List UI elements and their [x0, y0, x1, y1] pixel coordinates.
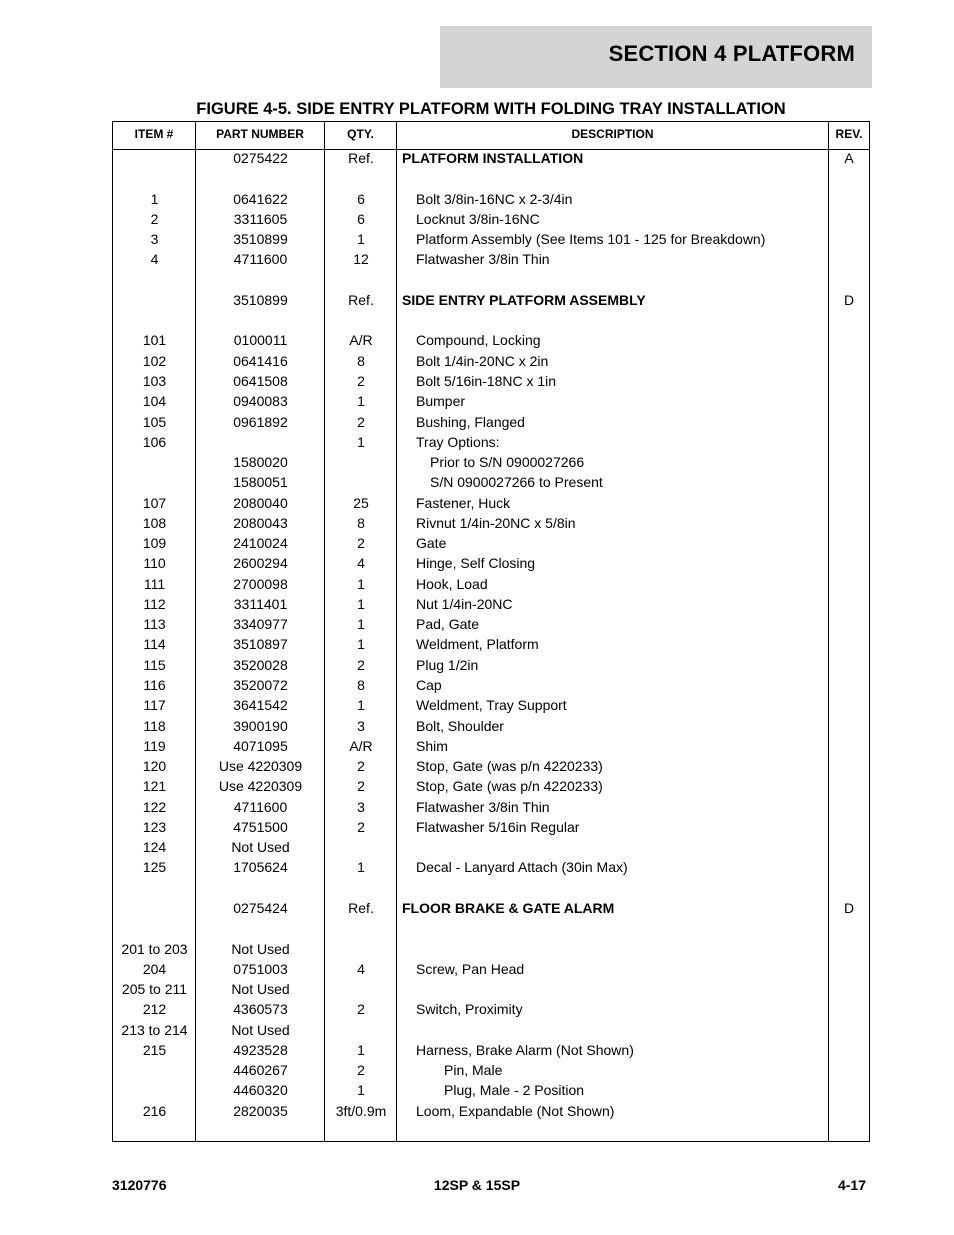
table-row — [113, 1040, 869, 1060]
description-cell: Cap — [416, 677, 442, 694]
part-number-cell: 2820035 — [233, 1102, 288, 1119]
part-number-cell: 4711600 — [233, 798, 288, 815]
item-cell: 110 — [143, 555, 166, 572]
description-cell: Platform Assembly (See Items 101 - 125 for Breakdown) — [416, 231, 766, 248]
table-row — [113, 695, 869, 715]
description-cell: Flatwasher 5/16in Regular — [416, 818, 580, 835]
table-row — [113, 168, 869, 188]
part-number-cell: 3520072 — [233, 677, 288, 694]
description-cell: PLATFORM INSTALLATION — [402, 150, 584, 166]
description-cell: Tray Options: — [416, 433, 500, 450]
qty-cell: 6 — [357, 210, 365, 227]
table-row — [113, 594, 869, 614]
table-row — [113, 391, 869, 411]
item-cell: 215 — [142, 1041, 167, 1058]
qty-cell: 1 — [357, 393, 365, 410]
part-number-cell: Not Used — [231, 940, 290, 957]
description-cell: Flatwasher 3/8in Thin — [416, 251, 550, 268]
part-number-cell: 4711600 — [233, 251, 288, 268]
footer-document-number: 3120776 — [112, 1177, 167, 1193]
qty-cell: 1 — [357, 575, 365, 592]
item-cell: 204 — [142, 960, 167, 977]
qty-cell: 8 — [357, 514, 365, 531]
part-number-cell: 3311605 — [233, 210, 288, 227]
description-cell: Bolt 3/8in-16NC x 2-3/4in — [416, 190, 573, 207]
qty-cell: 2 — [357, 535, 365, 552]
table-row — [113, 412, 869, 432]
description-cell: Bolt 5/16in-18NC x 1in — [416, 372, 557, 389]
header-qty: QTY. — [347, 127, 374, 141]
part-number-cell: Not Used — [231, 839, 290, 856]
item-cell: 124 — [142, 839, 167, 856]
description-cell: Stop, Gate (was p/n 4220233) — [416, 778, 603, 795]
section-header-box — [440, 26, 872, 88]
table-row — [113, 1060, 869, 1080]
qty-cell: 2 — [357, 413, 365, 430]
qty-cell: 1 — [357, 859, 365, 876]
qty-cell: 2 — [357, 818, 365, 835]
part-number-cell: 0275422 — [233, 150, 288, 166]
table-row — [113, 472, 869, 492]
description-cell: Locknut 3/8in-16NC — [416, 210, 540, 227]
parts-table — [112, 121, 870, 1142]
table-row — [113, 1020, 869, 1040]
item-cell: 103 — [142, 372, 167, 389]
qty-cell: 2 — [357, 656, 365, 673]
header-part-number: PART NUMBER — [216, 127, 304, 141]
table-row — [113, 209, 869, 229]
qty-cell: 2 — [357, 1062, 365, 1079]
part-number-cell: 2080043 — [233, 514, 288, 531]
qty-cell: 1 — [357, 616, 365, 633]
table-row — [113, 797, 869, 817]
qty-cell: 4 — [357, 960, 365, 977]
description-cell: Screw, Pan Head — [416, 960, 525, 977]
header-description: DESCRIPTION — [571, 127, 654, 141]
part-number-cell: 3340977 — [233, 616, 288, 633]
description-cell: Switch, Proximity — [416, 1001, 523, 1018]
item-cell: 105 — [142, 413, 167, 430]
item-cell: 122 — [142, 798, 167, 815]
table-row — [113, 249, 869, 269]
qty-cell: 1 — [357, 697, 365, 714]
qty-cell: 4 — [357, 555, 365, 572]
table-row — [113, 229, 869, 249]
description-cell: Compound, Locking — [416, 332, 541, 349]
qty-cell: 1 — [357, 433, 365, 450]
item-cell: 101 — [142, 332, 167, 349]
table-row — [113, 716, 869, 736]
item-cell: 212 — [142, 1001, 167, 1018]
item-cell: 125 — [142, 859, 167, 876]
qty-cell: 2 — [357, 1001, 365, 1018]
qty-cell: 12 — [353, 251, 369, 268]
qty-cell: 8 — [357, 352, 365, 369]
item-cell: 4 — [150, 251, 159, 268]
qty-cell: 6 — [357, 190, 365, 207]
description-cell: Gate — [416, 535, 447, 552]
description-cell: Flatwasher 3/8in Thin — [416, 798, 550, 815]
part-number-cell: 2600294 — [233, 555, 288, 572]
description-cell: Shim — [416, 737, 448, 754]
qty-cell: 2 — [357, 758, 365, 775]
item-cell: 117 — [143, 697, 166, 714]
table-row — [113, 959, 869, 979]
item-cell: 1 — [150, 190, 159, 207]
description-cell: FLOOR BRAKE & GATE ALARM — [402, 899, 615, 916]
table-row — [113, 189, 869, 209]
part-number-cell: 4460320 — [233, 1082, 288, 1099]
description-cell: Weldment, Tray Support — [416, 697, 567, 714]
item-cell: 113 — [143, 616, 166, 633]
table-row — [113, 837, 869, 857]
part-number-cell: Use 4220309 — [218, 758, 303, 775]
part-number-cell: 0641416 — [233, 352, 288, 369]
footer-page-number: 4-17 — [837, 1177, 866, 1193]
qty-cell: 25 — [353, 494, 369, 511]
table-header — [113, 122, 869, 150]
qty-cell: Ref. — [348, 899, 374, 916]
part-number-cell: 4460267 — [233, 1062, 288, 1079]
table-row — [113, 493, 869, 513]
figure-title: FIGURE 4-5. SIDE ENTRY PLATFORM WITH FOLDING TRAY INSTALLATION — [196, 100, 786, 118]
part-number-cell: 2410024 — [233, 535, 288, 552]
table-row — [113, 270, 869, 290]
description-cell: SIDE ENTRY PLATFORM ASSEMBLY — [402, 291, 646, 308]
qty-cell: 2 — [357, 372, 365, 389]
qty-cell: 8 — [357, 677, 365, 694]
table-row — [113, 857, 869, 877]
description-cell: Bumper — [416, 393, 466, 410]
item-cell: 121 — [142, 778, 167, 795]
item-cell: 118 — [143, 717, 166, 734]
description-cell: Stop, Gate (was p/n 4220233) — [416, 758, 603, 775]
table-row — [113, 736, 869, 756]
footer-model: 12SP & 15SP — [433, 1177, 521, 1193]
part-number-cell: 2080040 — [233, 494, 288, 511]
part-number-cell: 3510897 — [233, 636, 288, 653]
rev-cell: D — [843, 291, 855, 308]
part-number-cell: 3510899 — [233, 231, 288, 248]
part-number-cell: 0641622 — [233, 190, 288, 207]
description-cell: Pad, Gate — [416, 616, 480, 633]
qty-cell: 1 — [357, 636, 365, 653]
table-row — [113, 898, 869, 918]
table-row — [113, 655, 869, 675]
table-row — [113, 513, 869, 533]
qty-cell: 3ft/0.9m — [335, 1102, 387, 1119]
header-item: ITEM # — [134, 127, 174, 141]
table-row — [113, 756, 869, 776]
qty-cell: 1 — [357, 231, 365, 248]
part-number-cell: 3311401 — [233, 595, 288, 612]
part-number-cell: Not Used — [231, 1021, 290, 1038]
item-cell: 201 to 203 — [121, 940, 188, 957]
part-number-cell: 4071095 — [233, 737, 288, 754]
description-cell: Prior to S/N 0900027266 — [430, 454, 585, 471]
part-number-cell: 1705624 — [233, 859, 288, 876]
table-row — [113, 574, 869, 594]
description-cell: Hinge, Self Closing — [416, 555, 536, 572]
table-row — [113, 939, 869, 959]
table-row — [113, 533, 869, 553]
part-number-cell: 0940083 — [233, 393, 288, 410]
table-row — [113, 330, 869, 350]
part-number-cell: Use 4220309 — [218, 778, 303, 795]
part-number-cell: 0275424 — [233, 899, 288, 916]
item-cell: 115 — [143, 656, 166, 673]
header-rev: REV. — [835, 127, 863, 141]
part-number-cell: 3510899 — [233, 291, 288, 308]
item-cell: 213 to 214 — [121, 1021, 188, 1038]
table-row — [113, 452, 869, 472]
qty-cell: 1 — [357, 1082, 365, 1099]
rev-cell: D — [843, 899, 855, 916]
part-number-cell: 4751500 — [233, 818, 288, 835]
description-cell: Plug, Male - 2 Position — [444, 1082, 585, 1099]
part-number-cell: 3900190 — [233, 717, 288, 734]
table-row — [113, 432, 869, 452]
part-number-cell: Not Used — [231, 981, 290, 998]
description-cell: Loom, Expandable (Not Shown) — [416, 1102, 615, 1119]
qty-cell: 1 — [357, 595, 365, 612]
description-cell: Bolt 1/4in-20NC x 2in — [416, 352, 549, 369]
item-cell: 112 — [143, 595, 166, 612]
qty-cell: A/R — [349, 737, 373, 754]
qty-cell: Ref. — [348, 150, 374, 166]
item-cell: 3 — [150, 231, 159, 248]
part-number-cell: 1580051 — [233, 474, 288, 491]
table-row — [113, 553, 869, 573]
item-cell: 107 — [142, 494, 167, 511]
item-cell: 2 — [150, 210, 159, 227]
description-cell: Rivnut 1/4in-20NC x 5/8in — [416, 514, 576, 531]
qty-cell: 2 — [357, 778, 365, 795]
table-row — [113, 918, 869, 938]
qty-cell: 3 — [357, 717, 365, 734]
item-cell: 205 to 211 — [121, 981, 188, 998]
table-row — [113, 776, 869, 796]
table-row — [113, 310, 869, 330]
table-row — [113, 817, 869, 837]
table-row — [113, 290, 869, 310]
description-cell: S/N 0900027266 to Present — [430, 474, 603, 491]
qty-cell: 1 — [357, 1041, 365, 1058]
description-cell: Weldment, Platform — [416, 636, 539, 653]
item-cell: 108 — [142, 514, 167, 531]
table-row — [113, 634, 869, 654]
item-cell: 106 — [142, 433, 167, 450]
item-cell: 104 — [142, 393, 167, 410]
item-cell: 123 — [142, 818, 167, 835]
part-number-cell: 3641542 — [233, 697, 288, 714]
description-cell: Pin, Male — [444, 1062, 503, 1079]
description-cell: Harness, Brake Alarm (Not Shown) — [416, 1041, 634, 1058]
table-row — [113, 878, 869, 898]
description-cell: Bolt, Shoulder — [416, 717, 504, 734]
table-row — [113, 371, 869, 391]
part-number-cell: 0641508 — [233, 372, 288, 389]
description-cell: Fastener, Huck — [416, 494, 511, 511]
item-cell: 216 — [142, 1102, 167, 1119]
item-cell: 109 — [142, 535, 167, 552]
description-cell: Bushing, Flanged — [416, 413, 525, 430]
qty-cell: A/R — [349, 332, 373, 349]
item-cell: 119 — [143, 737, 166, 754]
part-number-cell: 2700098 — [233, 575, 288, 592]
description-cell: Hook, Load — [416, 575, 488, 592]
item-cell: 120 — [142, 758, 167, 775]
part-number-cell: 0961892 — [233, 413, 288, 430]
part-number-cell: 4923528 — [233, 1041, 288, 1058]
description-cell: Plug 1/2in — [416, 656, 479, 673]
table-row — [113, 1080, 869, 1100]
table-row — [113, 351, 869, 371]
section-title: SECTION 4 PLATFORM — [608, 41, 855, 66]
part-number-cell: 3520028 — [233, 656, 288, 673]
table-row — [113, 614, 869, 634]
qty-cell: Ref. — [348, 291, 374, 308]
description-cell: Nut 1/4in-20NC — [416, 595, 513, 612]
part-number-cell: 0100011 — [233, 332, 288, 349]
table-row — [113, 1101, 869, 1121]
table-row — [113, 148, 869, 168]
part-number-cell: 1580020 — [233, 454, 288, 471]
table-row — [113, 675, 869, 695]
item-cell: 102 — [142, 352, 167, 369]
description-cell: Decal - Lanyard Attach (30in Max) — [416, 859, 628, 876]
rev-cell: A — [844, 150, 854, 166]
qty-cell: 3 — [357, 798, 365, 815]
item-cell: 114 — [143, 636, 166, 653]
part-number-cell: 4360573 — [233, 1001, 288, 1018]
part-number-cell: 0751003 — [233, 960, 288, 977]
table-row — [113, 999, 869, 1019]
item-cell: 111 — [143, 575, 166, 592]
item-cell: 116 — [143, 677, 166, 694]
table-row — [113, 979, 869, 999]
